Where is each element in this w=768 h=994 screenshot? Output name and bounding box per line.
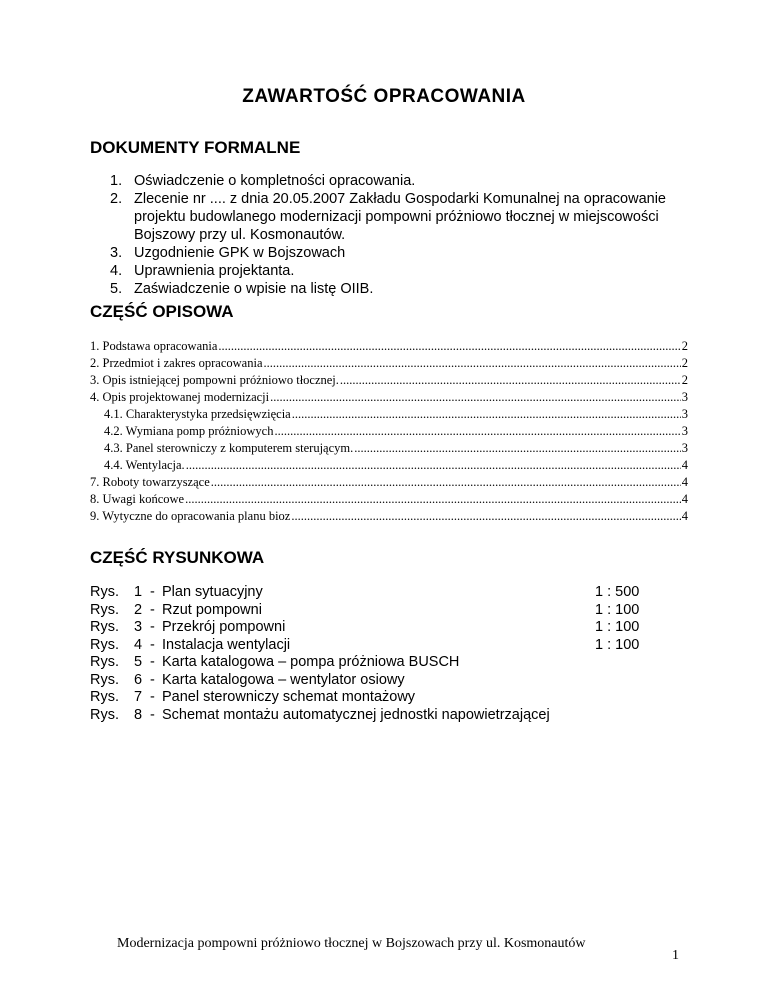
toc-entry[interactable]	[90, 389, 688, 406]
drawing-row	[90, 637, 650, 655]
toc-leader-dots	[354, 440, 681, 457]
drawing-prefix: Rys.	[90, 706, 119, 723]
toc-leader-dots	[291, 508, 680, 525]
drawing-number: 3	[134, 619, 143, 635]
toc-page-number: 3	[681, 441, 688, 455]
toc-leader-dots	[292, 406, 681, 423]
list-item-number: 5.	[110, 281, 123, 297]
toc-entry-label: 8. Uwagi końcowe	[90, 492, 185, 506]
drawing-row	[90, 707, 650, 725]
list-item	[110, 244, 700, 262]
drawing-prefix: Rys.	[90, 619, 119, 635]
drawing-number: 1	[134, 584, 143, 600]
page-footer: Modernizacja pompowni próżniowo tłocznej w Bojszowach przy ul. Kosmonautów	[117, 936, 586, 951]
toc-entry-label: 7. Roboty towarzyszące	[90, 475, 210, 489]
list-item-number: 3.	[110, 245, 123, 261]
drawing-scale: 1 : 100	[595, 619, 640, 635]
section-heading-formal: DOKUMENTY FORMALNE	[90, 138, 301, 157]
drawing-row	[90, 619, 650, 637]
drawing-row	[90, 654, 650, 672]
toc-entry-label: 4.3. Panel sterowniczy z komputerem sterującym.	[104, 441, 354, 455]
drawing-title: Plan sytuacyjny	[162, 584, 263, 600]
list-item	[110, 262, 700, 280]
toc-page-number: 2	[681, 373, 688, 387]
page-number: 1	[672, 948, 679, 963]
toc-entry-label: 4.4. Wentylacja.	[104, 458, 185, 472]
toc-entry-label: 2. Przedmiot i zakres opracowania	[90, 356, 263, 370]
drawing-title: Panel sterowniczy schemat montażowy	[162, 689, 416, 705]
drawing-number: 7	[134, 689, 143, 705]
toc-subentry[interactable]	[90, 406, 688, 423]
drawing-prefix: Rys.	[90, 601, 119, 618]
toc-leader-dots	[218, 338, 680, 355]
drawing-dash: -	[150, 636, 155, 653]
toc-entry-label: 4. Opis projektowanej modernizacji	[90, 390, 270, 404]
drawing-dash: -	[150, 619, 155, 635]
toc-page-number: 3	[681, 390, 688, 404]
toc-entry-label: 1. Podstawa opracowania	[90, 339, 218, 353]
toc-entry[interactable]	[90, 372, 688, 389]
section-heading-drawings: CZĘŚĆ RYSUNKOWA	[90, 548, 265, 567]
list-item-text: Zlecenie nr .... z dnia 20.05.2007 Zakładu Gospodarki Komunalnej na opracowanie projektu budowlanego modernizacji pompowni próżniowo tłocznej w miejscowości Bojszowy przy ul. Kosmonautów.	[134, 191, 666, 243]
drawing-number: 2	[134, 601, 143, 618]
drawing-dash: -	[150, 706, 155, 723]
toc-entry-label: 9. Wytyczne do opracowania planu bioz	[90, 509, 291, 523]
toc-entry-label: 4.2. Wymiana pomp próżniowych	[104, 424, 274, 438]
drawing-title: Karta katalogowa – wentylator osiowy	[162, 671, 405, 688]
toc-leader-dots	[270, 389, 681, 406]
drawing-row	[90, 584, 650, 602]
list-item-text: Uprawnienia projektanta.	[134, 263, 295, 279]
drawing-title: Rzut pompowni	[162, 601, 262, 618]
drawing-title: Przekrój pompowni	[162, 619, 286, 635]
drawing-number: 6	[134, 671, 143, 688]
drawing-title: Schemat montażu automatycznej jednostki napowietrzającej	[162, 706, 550, 723]
toc-page-number: 2	[681, 356, 688, 370]
toc-entry[interactable]	[90, 355, 688, 372]
table-of-contents	[90, 338, 688, 525]
drawing-title: Karta katalogowa – pompa próżniowa BUSCH	[162, 654, 460, 670]
toc-page-number: 4	[681, 458, 688, 472]
toc-entry[interactable]	[90, 474, 688, 491]
formal-documents-list	[110, 172, 700, 298]
toc-page-number: 4	[681, 475, 688, 489]
list-item-text: Oświadczenie o kompletności opracowania.	[134, 173, 416, 189]
drawing-prefix: Rys.	[90, 636, 119, 653]
drawing-number: 4	[134, 636, 143, 653]
toc-entry-label: 4.1. Charakterystyka przedsięwzięcia	[104, 407, 291, 421]
toc-page-number: 4	[681, 492, 688, 506]
toc-leader-dots	[274, 423, 680, 440]
list-item	[110, 190, 700, 244]
toc-page-number: 2	[681, 339, 688, 353]
drawing-scale: 1 : 100	[595, 601, 640, 618]
drawing-scale: 1 : 100	[595, 636, 640, 653]
drawing-row	[90, 602, 650, 620]
drawing-prefix: Rys.	[90, 689, 119, 705]
list-item-text: Zaświadczenie o wpisie na listę OIIB.	[134, 281, 374, 297]
list-item	[110, 172, 700, 190]
toc-entry[interactable]	[90, 491, 688, 508]
drawing-dash: -	[150, 689, 155, 705]
toc-entry[interactable]	[90, 338, 688, 355]
drawing-row	[90, 689, 650, 707]
drawing-dash: -	[150, 601, 155, 618]
list-item-number: 4.	[110, 263, 123, 279]
toc-subentry[interactable]	[90, 440, 688, 457]
toc-entry-label: 3. Opis istniejącej pompowni próżniowo tłocznej.	[90, 373, 339, 387]
toc-entry[interactable]	[90, 508, 688, 525]
drawing-prefix: Rys.	[90, 584, 119, 600]
toc-page-number: 4	[681, 509, 688, 523]
toc-leader-dots	[264, 355, 681, 372]
toc-page-number: 3	[681, 407, 688, 421]
drawing-dash: -	[150, 654, 155, 670]
toc-subentry[interactable]	[90, 457, 688, 474]
drawing-dash: -	[150, 584, 155, 600]
section-heading-descriptive: CZĘŚĆ OPISOWA	[90, 302, 234, 321]
drawings-list	[90, 584, 650, 724]
drawing-number: 5	[134, 654, 143, 670]
drawing-row	[90, 672, 650, 690]
drawing-prefix: Rys.	[90, 671, 119, 688]
document-title: ZAWARTOŚĆ OPRACOWANIA	[242, 86, 526, 107]
list-item-number: 2.	[110, 191, 123, 207]
toc-leader-dots	[211, 474, 681, 491]
toc-leader-dots	[186, 457, 681, 474]
toc-page-number: 3	[681, 424, 688, 438]
toc-subentry[interactable]	[90, 423, 688, 440]
drawing-number: 8	[134, 706, 143, 723]
toc-leader-dots	[340, 372, 681, 389]
drawing-dash: -	[150, 671, 155, 688]
toc-leader-dots	[185, 491, 681, 508]
list-item	[110, 280, 700, 298]
drawing-prefix: Rys.	[90, 654, 119, 670]
drawing-title: Instalacja wentylacji	[162, 636, 291, 653]
list-item-text: Uzgodnienie GPK w Bojszowach	[134, 245, 346, 261]
list-item-number: 1.	[110, 173, 123, 189]
drawing-scale: 1 : 500	[595, 584, 640, 600]
